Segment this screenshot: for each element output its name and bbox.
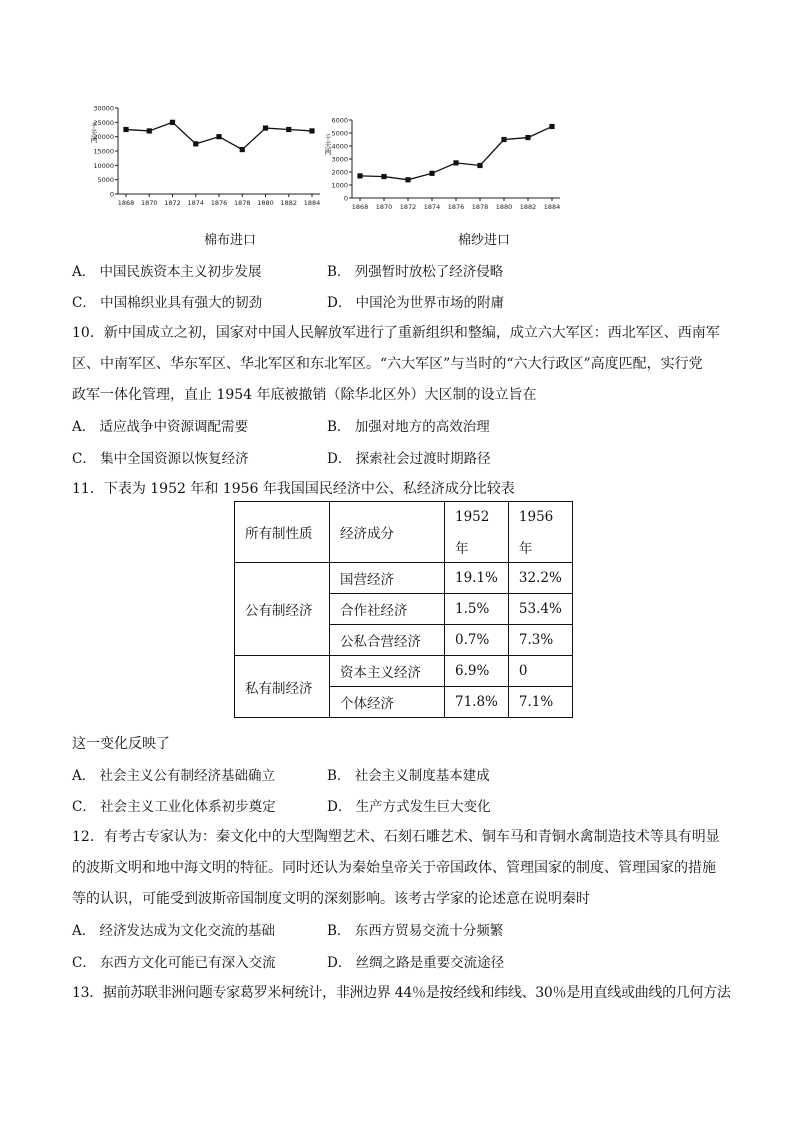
data-point bbox=[357, 173, 362, 178]
x-tick-label: 1880 bbox=[495, 203, 513, 211]
row-1952: 0.7% bbox=[445, 625, 509, 656]
series-line bbox=[360, 127, 552, 180]
x-tick-label: 1870 bbox=[140, 199, 158, 207]
q10-option-b: B． 加强对地方的高效治理 bbox=[327, 419, 490, 435]
row-1952: 19.1% bbox=[445, 563, 509, 594]
x-tick-label: 1882 bbox=[280, 199, 298, 207]
header-1952-year: 1952 bbox=[445, 502, 509, 533]
data-point bbox=[549, 124, 554, 129]
data-point bbox=[525, 135, 530, 140]
y-tick-label: 0 bbox=[343, 194, 348, 203]
data-point bbox=[170, 120, 175, 125]
y-tick-label: 5000 bbox=[97, 176, 114, 185]
q11-option-b: B． 社会主义制度基本建成 bbox=[327, 768, 490, 784]
y-tick-label: 6000 bbox=[331, 116, 348, 125]
data-point bbox=[429, 171, 434, 176]
row-name: 国营经济 bbox=[330, 563, 445, 594]
x-tick-label: 1868 bbox=[117, 199, 135, 207]
y-tick-label: 2000 bbox=[331, 168, 348, 177]
y-tick-label: 20000 bbox=[93, 133, 114, 142]
x-tick-label: 1876 bbox=[210, 199, 228, 207]
q12-stem-line1: 12．有考古专家认为：秦文化中的大型陶塑艺术、石刻石雕艺术、铜车马和青铜水禽制造技术等具有明显 bbox=[72, 829, 720, 845]
row-1956: 53.4% bbox=[508, 594, 572, 625]
q12-option-d: D． 丝绸之路是重要交流途径 bbox=[327, 955, 505, 971]
data-point bbox=[381, 174, 386, 179]
x-tick-label: 1878 bbox=[471, 203, 489, 211]
x-tick-label: 1884 bbox=[303, 199, 321, 207]
q9-option-a: A． 中国民族资本主义初步发展 bbox=[72, 264, 262, 280]
q12-stem-line2: 的波斯文明和地中海文明的特征。同时还认为秦始皇帝关于帝国政体、管理国家的制度、管理国家的措施 bbox=[72, 860, 716, 876]
data-point bbox=[453, 160, 458, 165]
x-tick-label: 1880 bbox=[257, 199, 274, 207]
data-point bbox=[501, 137, 506, 142]
y-tick-label: 4000 bbox=[331, 142, 348, 151]
q10-option-d: D． 探索社会过渡时期路径 bbox=[327, 451, 491, 467]
yarn-chart-caption: 棉纱进口 bbox=[458, 233, 511, 248]
data-point bbox=[216, 134, 221, 139]
y-axis-label: 千关两 bbox=[324, 134, 332, 155]
y-tick-label: 0 bbox=[109, 190, 114, 199]
y-tick-label: 5000 bbox=[331, 129, 348, 138]
data-point bbox=[405, 177, 410, 182]
y-tick-label: 30000 bbox=[93, 104, 114, 113]
x-tick-label: 1874 bbox=[423, 203, 441, 211]
header-1956-year: 1956 bbox=[508, 502, 572, 533]
q11-option-c: C． 社会主义工业化体系初步奠定 bbox=[72, 799, 276, 815]
q12-option-c: C． 东西方文化可能已有深入交流 bbox=[72, 955, 276, 971]
data-point bbox=[240, 147, 245, 152]
yarn-import-chart bbox=[322, 112, 567, 222]
y-tick-label: 10000 bbox=[93, 161, 114, 170]
y-axis-label: 千关两 bbox=[90, 122, 98, 143]
x-tick-label: 1882 bbox=[519, 203, 537, 211]
table-header-row bbox=[235, 502, 573, 533]
table-row bbox=[235, 563, 573, 594]
q10-option-a: A． 适应战争中资源调配需要 bbox=[72, 419, 249, 435]
q12-option-b: B． 东西方贸易交流十分频繁 bbox=[327, 923, 504, 939]
x-tick-label: 1876 bbox=[447, 203, 465, 211]
y-tick-label: 15000 bbox=[93, 147, 114, 156]
x-tick-label: 1872 bbox=[164, 199, 181, 207]
q10-stem-line1: 10．新中国成立之初，国家对中国人民解放军进行了重新组织和整编，成立六大军区：西北军区、西南军 bbox=[72, 325, 720, 341]
data-point bbox=[147, 128, 152, 133]
row-1952: 6.9% bbox=[445, 656, 509, 687]
q10-option-c: C． 集中全国资源以恢复经济 bbox=[72, 451, 249, 467]
data-point bbox=[286, 127, 291, 132]
row-name: 公私合营经济 bbox=[330, 625, 445, 656]
cloth-chart-caption: 棉布进口 bbox=[204, 233, 257, 248]
header-nature: 所有制性质 bbox=[235, 502, 330, 563]
header-component: 经济成分 bbox=[330, 502, 445, 563]
q9-option-b: B． 列强暂时放松了经济侵略 bbox=[327, 264, 504, 280]
data-point bbox=[477, 163, 482, 168]
data-point bbox=[123, 127, 128, 132]
y-tick-label: 1000 bbox=[331, 181, 348, 190]
economy-comparison-table bbox=[234, 501, 573, 718]
row-1952: 1.5% bbox=[445, 594, 509, 625]
x-tick-label: 1878 bbox=[233, 199, 251, 207]
q13-stem-line1: 13．据前苏联非洲问题专家葛罗米柯统计，非洲边界 44％是按经线和纬线、30％是用直线或曲线的几何方法 bbox=[72, 985, 731, 1001]
q12-option-a: A． 经济发达成为文化交流的基础 bbox=[72, 923, 276, 939]
cloth-import-chart bbox=[80, 100, 325, 220]
data-point bbox=[309, 128, 314, 133]
data-point bbox=[193, 141, 198, 146]
q9-option-d: D． 中国沦为世界市场的附庸 bbox=[327, 295, 505, 311]
row-1956: 7.3% bbox=[508, 625, 572, 656]
q10-stem-line2: 区、中南军区、华东军区、华北军区和东北军区。“六大军区”与当时的“六大行政区”高度匹配，实行党 bbox=[72, 356, 703, 372]
q11-stem: 11．下表为 1952 年和 1956 年我国国民经济中公、私经济成分比较表 bbox=[72, 481, 515, 497]
row-1956: 32.2% bbox=[508, 563, 572, 594]
data-point bbox=[263, 125, 268, 130]
q11-after: 这一变化反映了 bbox=[72, 736, 170, 752]
q12-stem-line3: 等的认识，可能受到波斯帝国制度文明的深刻影响。该考古学家的论述意在说明秦时 bbox=[72, 891, 590, 907]
y-tick-label: 3000 bbox=[331, 155, 348, 164]
y-tick-label: 25000 bbox=[93, 118, 114, 127]
x-tick-label: 1884 bbox=[543, 203, 561, 211]
row-name: 合作社经济 bbox=[330, 594, 445, 625]
row-1952: 71.8% bbox=[445, 687, 509, 718]
q11-option-a: A． 社会主义公有制经济基础确立 bbox=[72, 768, 276, 784]
group-public: 公有制经济 bbox=[235, 563, 330, 656]
row-name: 个体经济 bbox=[330, 687, 445, 718]
x-tick-label: 1872 bbox=[399, 203, 417, 211]
q11-option-d: D． 生产方式发生巨大变化 bbox=[327, 799, 491, 815]
q10-stem-line3: 政军一体化管理，直止 1954 年底被撤销（除华北区外）大区制的设立旨在 bbox=[72, 387, 537, 403]
row-1956: 0 bbox=[508, 656, 572, 687]
header-1956-suffix: 年 bbox=[508, 532, 572, 563]
x-tick-label: 1868 bbox=[351, 203, 369, 211]
x-tick-label: 1870 bbox=[375, 203, 393, 211]
table-row bbox=[235, 656, 573, 687]
row-1956: 7.1% bbox=[508, 687, 572, 718]
q9-option-c: C． 中国棉织业具有强大的韧劲 bbox=[72, 295, 263, 311]
group-private: 私有制经济 bbox=[235, 656, 330, 718]
row-name: 资本主义经济 bbox=[330, 656, 445, 687]
x-tick-label: 1874 bbox=[187, 199, 205, 207]
header-1952-suffix: 年 bbox=[445, 532, 509, 563]
